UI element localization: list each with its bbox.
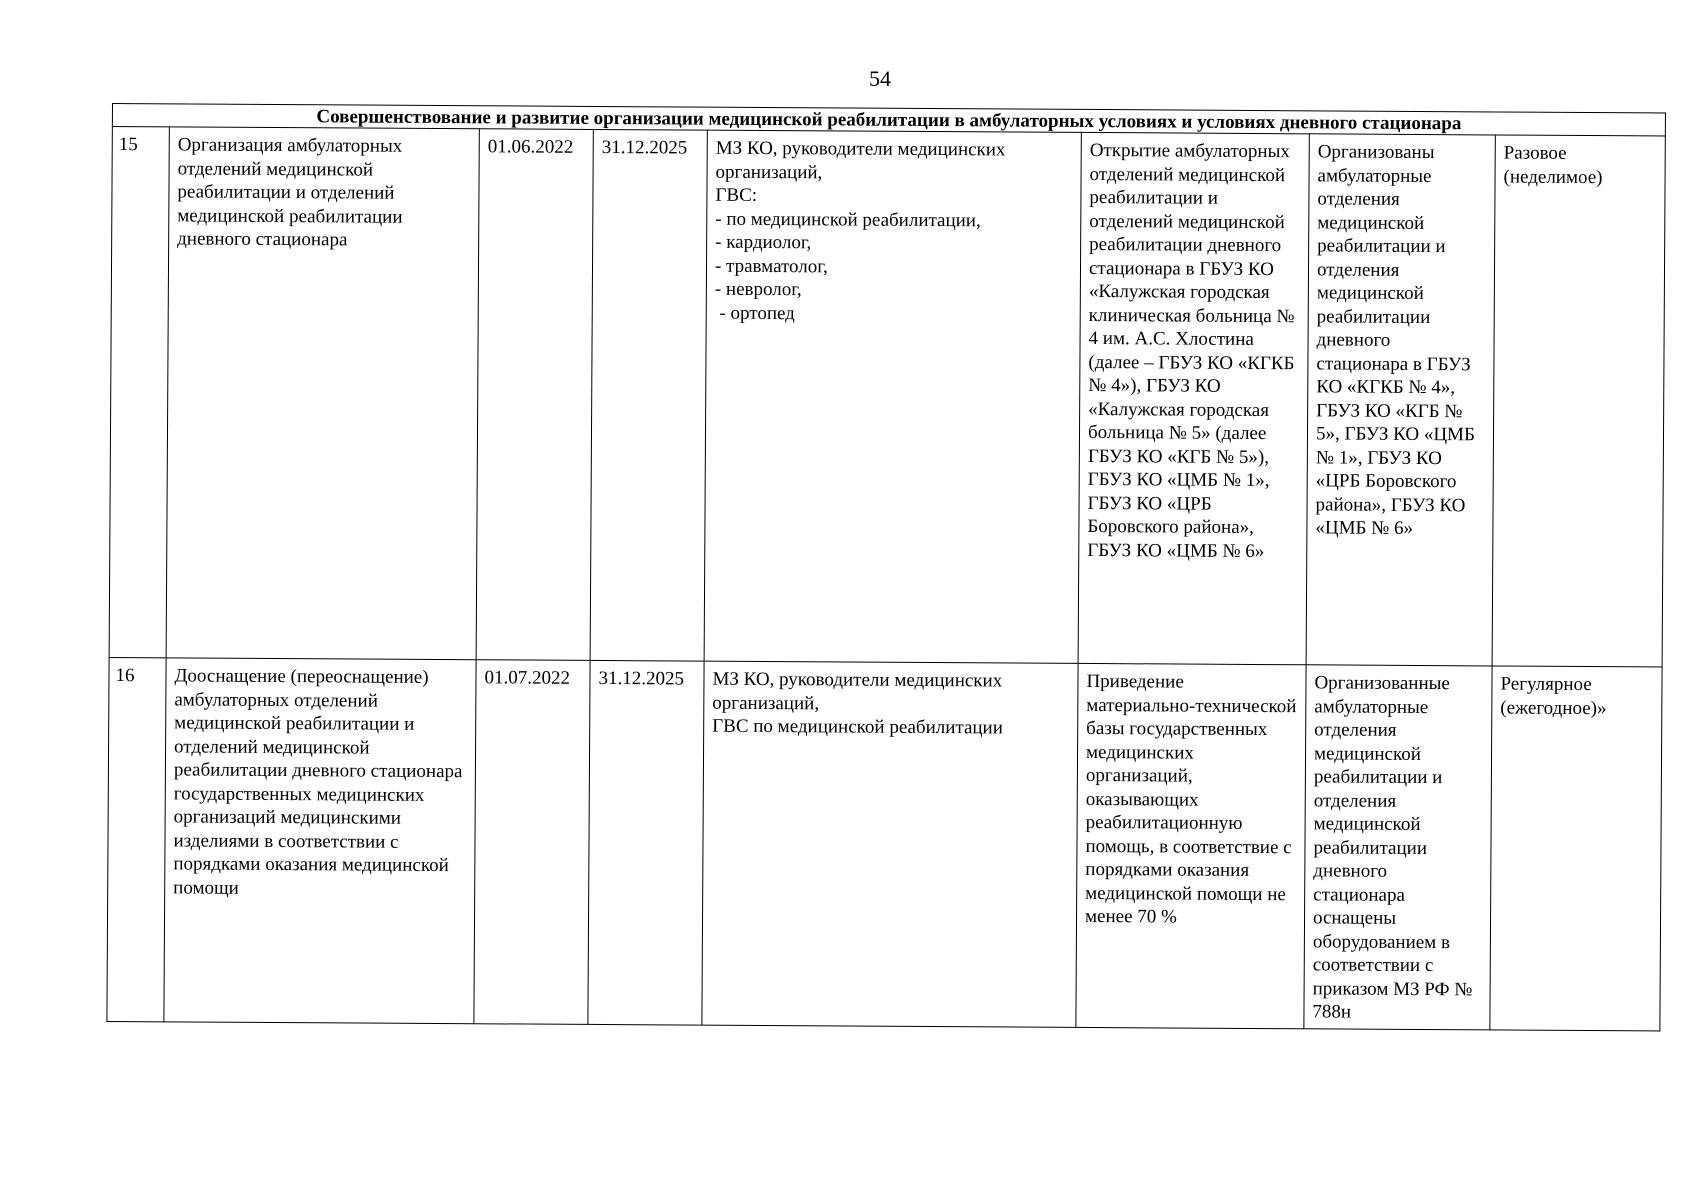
expected-result: Организованы амбулаторные отделения медицинской реабилитации и отделения медицинской реабилитации дневного стационара в ГБУЗ КО «КГКБ № 4», ГБУЗ КО «КГБ № 5», ГБУЗ КО «ЦМБ № 1», ГБУЗ КО «ЦРБ Боровского района», ГБУЗ КО «ЦМБ № 6» xyxy=(1306,134,1495,666)
responsible-line: - ортопед xyxy=(714,302,795,324)
event-characteristic: Открытие амбулаторных отделений медицинской реабилитации и отделений медицинской реабилитации дневного стационара в ГБУЗ КО «Калужская городская клиническая больница № 4 им. А.С. Хлостина (далее – ГБУЗ КО «КГКБ № 4»), ГБУЗ КО «Калужская городская больница № 5» (далее ГБУЗ КО «КГБ № 5»), ГБУЗ КО «ЦМБ № 1», ГБУЗ КО «ЦРБ Боровского района», ГБУЗ КО «ЦМБ № 6» xyxy=(1078,132,1309,664)
start-date: 01.07.2022 xyxy=(474,660,590,1024)
event-name: Организация амбулаторных отделений медицинской реабилитации и отделений медицинской реабилитации дневного стационара xyxy=(166,127,479,660)
responsible-line: организаций, xyxy=(712,692,820,714)
section-title: Совершенствование и развитие организации медицинской реабилитации в амбулаторных условиях и условиях дневного стационара xyxy=(112,104,1665,136)
activities-table xyxy=(106,103,1666,1031)
row-number: 15 xyxy=(109,127,169,658)
row-number: 16 xyxy=(107,657,166,1021)
responsible-line: ГВС: xyxy=(715,184,758,206)
responsible-line: - травматолог, xyxy=(714,255,828,277)
responsible-line: ГВС по медицинской реабилитации xyxy=(712,715,1003,739)
table-row xyxy=(107,657,1662,1030)
end-date: 31.12.2025 xyxy=(590,129,707,661)
responsible-executors xyxy=(704,130,1081,663)
event-characteristic: Приведение материально-технической базы государственных медицинских организаций, оказывающих реабилитационную помощь, в соответствие с порядками оказания медицинской помощи не менее 70 % xyxy=(1076,663,1306,1028)
responsible-line: - по медицинской реабилитации, xyxy=(715,208,981,231)
responsible-line: МЗ КО, руководители медицинских xyxy=(712,668,1003,692)
table-row xyxy=(109,127,1665,667)
responsible-executors xyxy=(702,661,1078,1027)
event-type: Регулярное (ежегодное)» xyxy=(1490,666,1662,1031)
responsible-line: - кардиолог, xyxy=(715,231,812,254)
responsible-line: организаций, xyxy=(715,161,823,183)
event-type: Разовое (неделимое) xyxy=(1492,135,1665,667)
event-name: Дооснащение (переоснащение) амбулаторных отделений медицинской реабилитации и отделений медицинской реабилитации дневного стационара государственных медицинских организаций медицинскими изделиями в соответствии с порядками оказания медицинской помощи xyxy=(164,658,476,1023)
page-number: 54 xyxy=(869,66,891,91)
expected-result: Организованные амбулаторные отделения медицинской реабилитации и отделения медицинской реабилитации дневного стационара оснащены оборудованием в соответствии с приказом МЗ РФ № 788н xyxy=(1304,665,1492,1030)
end-date: 31.12.2025 xyxy=(588,660,704,1024)
responsible-line: МЗ КО, руководители медицинских xyxy=(715,137,1006,161)
start-date: 01.06.2022 xyxy=(476,129,593,661)
responsible-line: - невролог, xyxy=(714,278,802,301)
